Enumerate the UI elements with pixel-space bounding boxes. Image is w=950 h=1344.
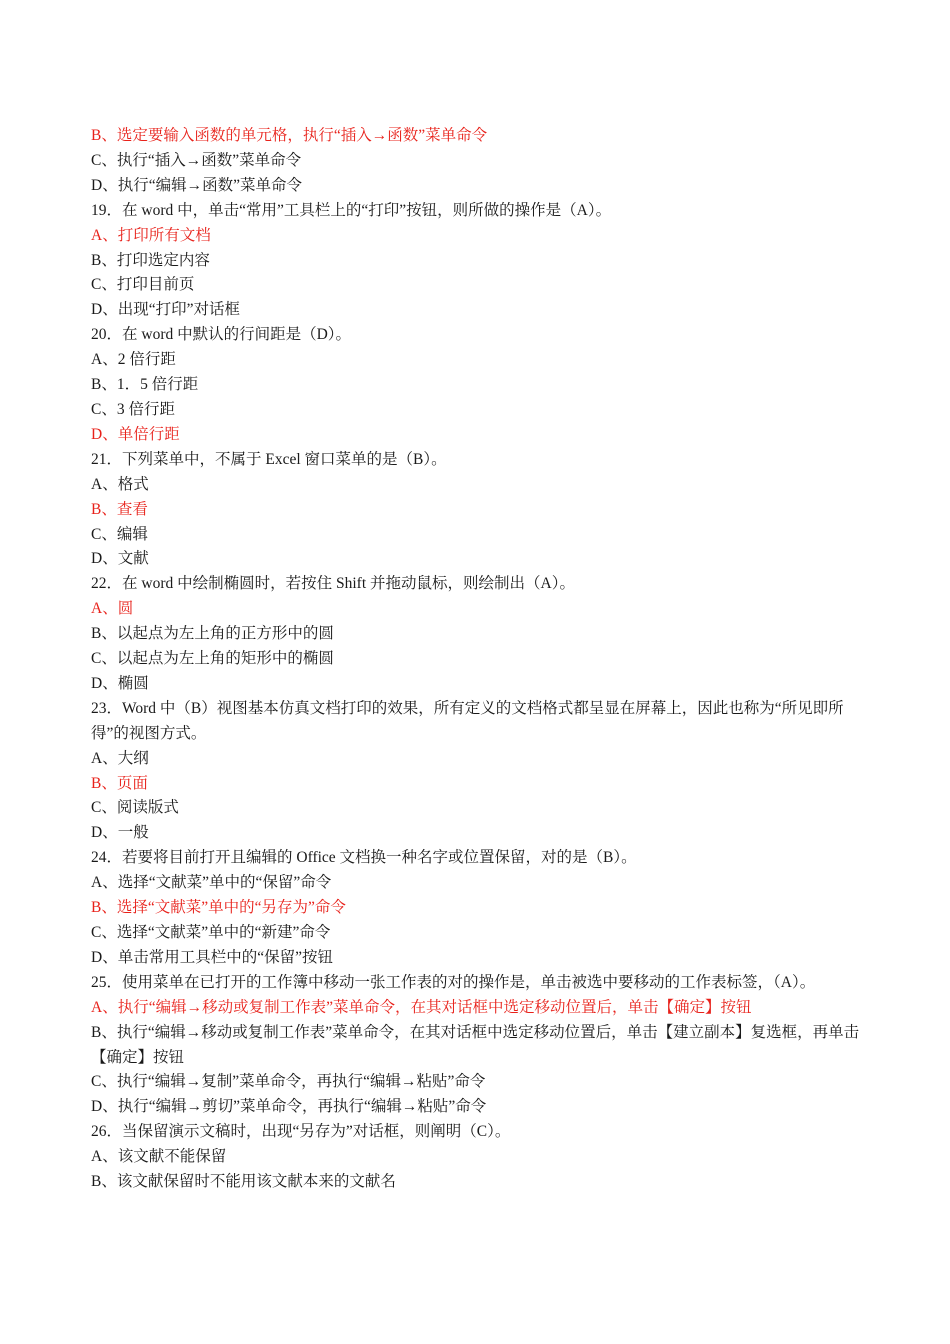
text-line: B、执行“编辑→移动或复制工作表”菜单命令，在其对话框中选定移动位置后，单击【建立副本】复选框，再单击【确定】按钮: [91, 1023, 860, 1066]
answer-line: B、页面: [91, 774, 148, 792]
text-line: D、文献: [91, 550, 149, 568]
text-line: 21．下列菜单中，不属于 Excel 窗口菜单的是（B）。: [91, 450, 447, 468]
answer-line: A、打印所有文档: [91, 226, 211, 244]
text-line: 24．若要将目前打开且编辑的 Office 文档换一种名字或位置保留，对的是（B）。: [91, 849, 637, 867]
text-line: 25．使用菜单在已打开的工作簿中移动一张工作表的对的操作是，单击被选中要移动的工作表标签，（A）。: [91, 973, 816, 991]
text-line: C、以起点为左上角的矩形中的椭圆: [91, 650, 334, 668]
text-line: B、该文献保留时不能用该文献本来的文献名: [91, 1173, 396, 1191]
text-line: D、椭圆: [91, 674, 149, 692]
text-line: C、阅读版式: [91, 799, 179, 817]
answer-line: D、单倍行距: [91, 425, 180, 443]
text-line: D、执行“编辑→剪切”菜单命令，再执行“编辑→粘贴”命令: [91, 1098, 487, 1116]
text-line: 22．在 word 中绘制椭圆时，若按住 Shift 并拖动鼠标，则绘制出（A）。: [91, 575, 575, 593]
text-line: C、选择“文献菜”单中的“新建”命令: [91, 924, 331, 941]
text-line: C、执行“编辑→复制”菜单命令，再执行“编辑→粘贴”命令: [91, 1073, 486, 1091]
answer-line: A、执行“编辑→移动或复制工作表”菜单命令，在其对话框中选定移动位置后，单击【确定】按钮: [91, 998, 752, 1016]
text-line: A、该文献不能保留: [91, 1148, 227, 1166]
answer-line: A、圆: [91, 600, 134, 618]
text-line: C、打印目前页: [91, 276, 195, 294]
text-line: D、执行“编辑→函数”菜单命令: [91, 176, 302, 194]
text-line: A、2 倍行距: [91, 351, 176, 369]
text-line: 23．Word 中（B）视图基本仿真文档打印的效果，所有定义的文档格式都呈显在屏幕上，因此也称为“所见即所得”的视图方式。: [91, 699, 844, 742]
text-line: D、一般: [91, 824, 149, 842]
text-line: B、打印选定内容: [91, 251, 210, 269]
text-line: A、大纲: [91, 749, 149, 767]
text-line: B、以起点为左上角的正方形中的圆: [91, 625, 334, 643]
text-line: C、3 倍行距: [91, 400, 175, 418]
answer-line: B、查看: [91, 500, 148, 518]
answer-line: B、选定要输入函数的单元格，执行“插入→函数”菜单命令: [91, 127, 488, 144]
text-line: 19．在 word 中，单击“常用”工具栏上的“打印”按钮，则所做的操作是（A）。: [91, 201, 612, 219]
text-line: 20．在 word 中默认的行间距是（D）。: [91, 326, 352, 344]
text-line: A、选择“文献菜”单中的“保留”命令: [91, 874, 332, 892]
text-line: D、单击常用工具栏中的“保留”按钮: [91, 948, 333, 966]
text-line: C、执行“插入→函数”菜单命令: [91, 151, 302, 169]
answer-line: B、选择“文献菜”单中的“另存为”命令: [91, 899, 346, 917]
text-line: 26．当保留演示文稿时，出现“另存为”对话框，则阐明（C）。: [91, 1123, 511, 1141]
text-line: C、编辑: [91, 525, 148, 543]
text-line: B、1．5 倍行距: [91, 376, 199, 394]
text-line: D、出现“打印”对话框: [91, 301, 240, 319]
text-line: A、格式: [91, 475, 149, 493]
document-body: [91, 124, 861, 1195]
